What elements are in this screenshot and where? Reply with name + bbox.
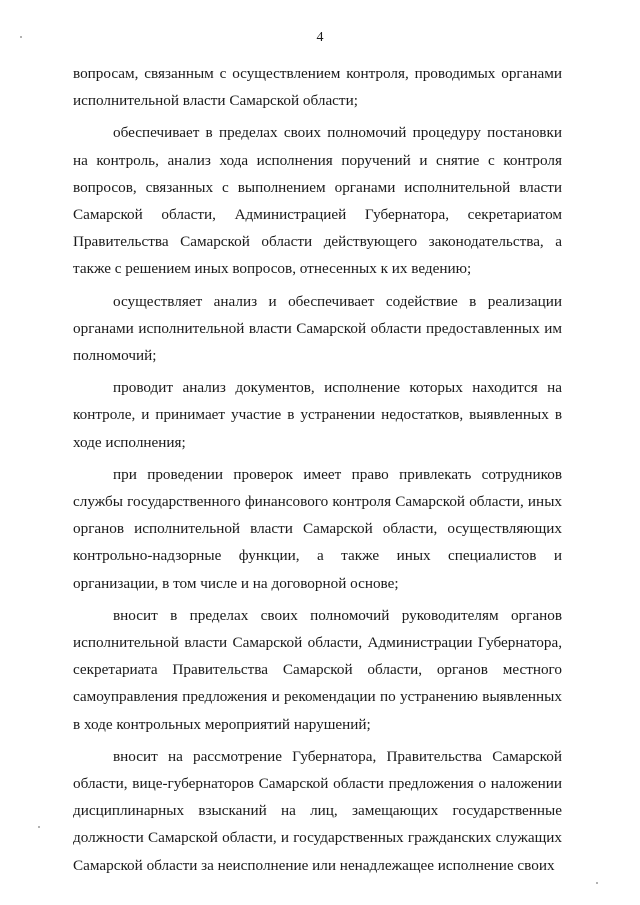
- scan-speck: [596, 882, 598, 884]
- scan-speck: [38, 826, 40, 828]
- paragraph-inspections: при проведении проверок имеет право привлекать сотрудников службы государственного финансового контроля Самарской области, иных органов исполнительной власти Самарской области, осуществляющих контрольно-надзорные функции, а также иных специалистов и организации, в том числе и на договорной основе;: [73, 465, 562, 592]
- paragraph-disciplinary-proposals: вносит на рассмотрение Губернатора, Правительства Самарской области, вице-губернаторов Самарской области предложения о наложении дисциплинарных взысканий на лиц, замещающих государственные должности Самарской области, и государственных гражданских служащих Самарской области за неисполнение или ненадлежащее исполнение своих: [73, 747, 562, 874]
- paragraph-analysis-assistance: осуществляет анализ и обеспечивает содействие в реализации органами исполнительной власти Самарской области предоставленных им полномочий;: [73, 292, 562, 365]
- paragraph-control-procedure: обеспечивает в пределах своих полномочий процедуру постановки на контроль, анализ хода исполнения поручений и снятие с контроля вопросов, связанных с выполнением органами исполнительной власти Самарской области, Администрацией Губернатора, секретариатом Правительства Самарской области действующего законодательства, а также с решением иных вопросов, отнесенных к их ведению;: [73, 124, 562, 278]
- scan-speck: [20, 36, 22, 38]
- paragraph-continuation: вопросам, связанным с осуществлением контроля, проводимых органами исполнительной власти Самарской области;: [73, 65, 562, 110]
- page-number: 4: [316, 30, 324, 45]
- paragraph-recommendations: вносит в пределах своих полномочий руководителям органов исполнительной власти Самарской области, Администрации Губернатора, секретариата Правительства Самарской области, органов местного самоуправления предложения и рекомендации по устранению выявленных в ходе контрольных мероприятий нарушений;: [73, 606, 562, 733]
- document-body: [73, 60, 562, 879]
- paragraph-document-analysis: проводит анализ документов, исполнение которых находится на контроле, и принимает участие в устранении недостатков, выявленных в ходе исполнения;: [73, 379, 562, 451]
